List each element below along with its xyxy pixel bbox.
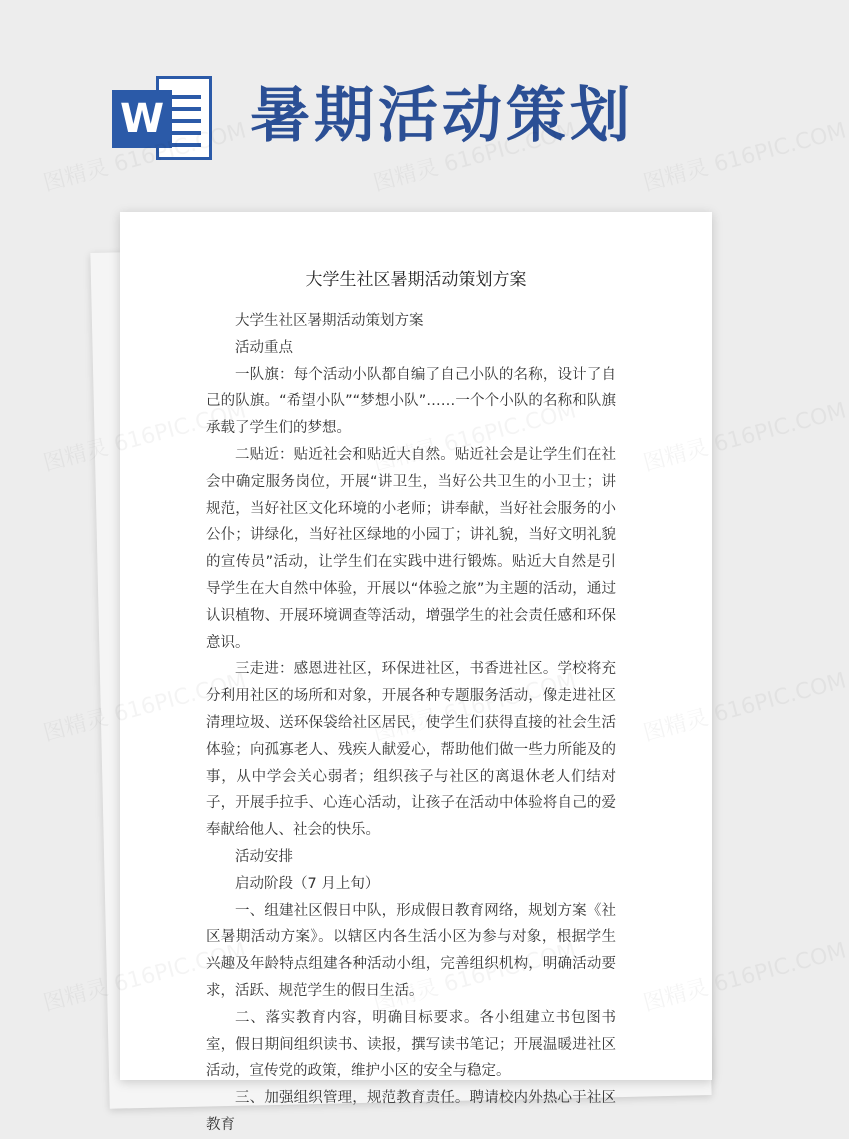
paragraph: 一队旗：每个活动小队都自编了自己小队的名称，设计了自己的队旗。“希望小队”“梦想小队”……一个个小队的名称和队旗承载了学生们的梦想。 (206, 366, 616, 437)
paragraph: 三走进：感恩进社区，环保进社区，书香进社区。学校将充分利用社区的场所和对象，开展各种专题服务活动，像走进社区清理垃圾、送环保袋给社区居民，使学生们获得直接的社会生活体验；向孤寡老人、残疾人献爱心，帮助他们做一些力所能及的事，从中学会关心弱者；组织孩子与社区的离退休老人们结对子，开展手拉手、心连心活动，让孩子在活动中体验将自己的爱奉献给他人、社会的快乐。 (206, 661, 616, 839)
paragraph: 一、组建社区假日中队，形成假日教育网络，规划方案《社区暑期活动方案》。以辖区内各生活小区为参与对象，根据学生兴趣及年龄特点组建各种活动小组，完善组织机构，明确活动要求，活跃、规范学生的假日生活。 (206, 902, 616, 999)
document-body (206, 308, 616, 1139)
document-page (120, 212, 712, 1133)
word-document-icon (112, 72, 216, 164)
paragraph: 活动安排 (235, 848, 293, 865)
paragraph: 二、落实教育内容，明确目标要求。各小组建立书包图书室，假日期间组织读书、读报，撰写读书笔记；开展温暖进社区活动，宣传党的政策，维护小区的安全与稳定。 (206, 1009, 616, 1080)
banner-header (0, 0, 800, 200)
paragraph: 三、加强组织管理，规范教育责任。聘请校内外热心于社区教育 (206, 1090, 616, 1133)
paragraph: 二贴近：贴近社会和贴近大自然。贴近社会是让学生们在社会中确定服务岗位，开展“讲卫生，当好公共卫生的小卫士；讲规范，当好社区文化环境的小老师；讲奉献，当好社会服务的小公仆；讲绿化，当好社区绿地的小园丁；讲礼貌，当好文明礼貌的宣传员”活动，让学生们在实践中进行锻炼。贴近大自然是引导学生在大自然中体验，开展以“体验之旅”为主题的活动，通过认识植物、开展环境调查等活动，增强学生的社会责任感和环保意识。 (206, 446, 616, 651)
banner-title: 暑期活动策划 (250, 81, 634, 151)
paragraph: 启动阶段（7 月上旬） (235, 875, 380, 892)
document-title: 大学生社区暑期活动策划方案 (305, 270, 527, 290)
word-icon-letter: W (112, 90, 172, 148)
paragraph: 活动重点 (235, 339, 293, 356)
paragraph: 大学生社区暑期活动策划方案 (235, 313, 424, 329)
